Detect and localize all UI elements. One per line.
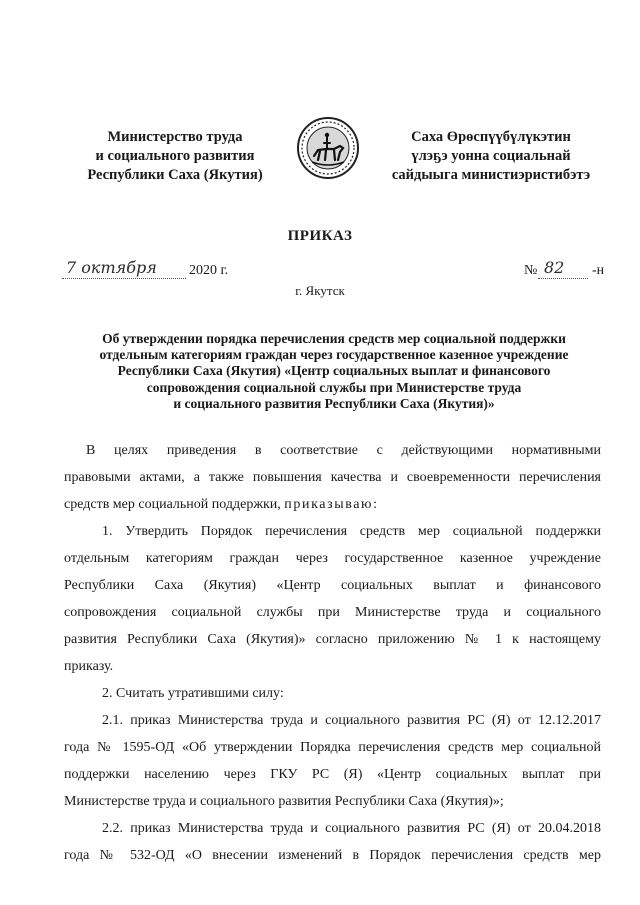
ministry-name-line: и социального развития bbox=[95, 148, 255, 164]
paragraph-2-2-line: года № 532-ОД «О внесении изменений в Порядок перечисления средств мер bbox=[64, 848, 601, 863]
paragraph-2-1-line: года № 1595-ОД «Об утверждении Порядка перечисления средств мер социальной bbox=[64, 740, 601, 755]
order-subject bbox=[64, 331, 604, 412]
ministry-name-line: Министерство труда bbox=[107, 129, 243, 145]
paragraph-2: 2. Считать утратившими силу: bbox=[102, 686, 284, 701]
ministry-name-line: Саха Өрөспүүбүлүкэтин bbox=[411, 129, 571, 145]
ministry-name-line: Республики Саха (Якутия) bbox=[87, 167, 263, 183]
paragraph-1-line: Республики Саха (Якутия) «Центр социальных выплат и финансового bbox=[64, 578, 601, 593]
coat-of-arms-seal bbox=[296, 116, 360, 180]
paragraph-1-line: приказу. bbox=[64, 659, 114, 674]
paragraph-1-line: развития Республики Саха (Якутия)» согласно приложению № 1 к настоящему bbox=[64, 632, 601, 647]
intro-line bbox=[64, 497, 601, 513]
handwritten-date: 7 октября bbox=[66, 258, 157, 277]
paragraph-2-2-line: 2.2. приказ Министерства труда и социального развития РС (Я) от 20.04.2018 bbox=[102, 821, 601, 836]
number-underline bbox=[538, 278, 588, 279]
date-underline bbox=[62, 278, 186, 279]
intro-line: В целях приведения в соответствие с действующими нормативными bbox=[86, 443, 601, 458]
handwritten-number: 82 bbox=[544, 258, 565, 277]
subject-line: отдельным категориям граждан через государственное казенное учреждение bbox=[99, 347, 569, 363]
subject-line: Об утверждении порядка перечисления средств мер социальной поддержки bbox=[102, 331, 566, 346]
paragraph-2-1-line: 2.1. приказ Министерства труда и социального развития РС (Я) от 12.12.2017 bbox=[102, 713, 601, 728]
paragraph-2-1-line: Министерстве труда и социального развития Республики Саха (Якутия)»; bbox=[64, 794, 504, 809]
ministry-name-russian bbox=[60, 128, 290, 185]
order-word: приказываю: bbox=[284, 497, 379, 512]
city: г. Якутск bbox=[295, 283, 345, 298]
intro-text: средств мер социальной поддержки, bbox=[64, 497, 285, 512]
date-year: 2020 г. bbox=[189, 263, 229, 278]
paragraph-1-line: 1. Утвердить Порядок перечисления средств мер социальной поддержки bbox=[102, 524, 601, 539]
paragraph-1-line: отдельным категориям граждан через государственное казенное учреждение bbox=[64, 551, 601, 566]
ministry-name-line: үлэҕэ уонна социальнай bbox=[411, 148, 571, 164]
ministry-name-line: сайдыыга министиэристибэтэ bbox=[391, 167, 591, 183]
paragraph-2-1-line: поддержки населению через ГКУ РС (Я) «Центр социальных выплат при bbox=[64, 767, 601, 782]
ministry-name-yakut bbox=[366, 128, 616, 185]
number-suffix: -н bbox=[592, 263, 605, 278]
paragraph-1-line: сопровождения социальной службы при Министерстве труда и социального bbox=[64, 605, 601, 620]
document-title: ПРИКАЗ bbox=[287, 228, 353, 244]
number-label: № bbox=[524, 263, 538, 278]
subject-line: Республики Саха (Якутия) «Центр социальных выплат и финансового bbox=[117, 363, 551, 379]
subject-line: и социального развития Республики Саха (Якутия)» bbox=[173, 395, 495, 411]
subject-line: сопровождения социальной службы при Министерстве труда bbox=[146, 379, 522, 395]
intro-line: правовыми актами, а также повышения качества и своевременности перечисления bbox=[64, 470, 601, 485]
